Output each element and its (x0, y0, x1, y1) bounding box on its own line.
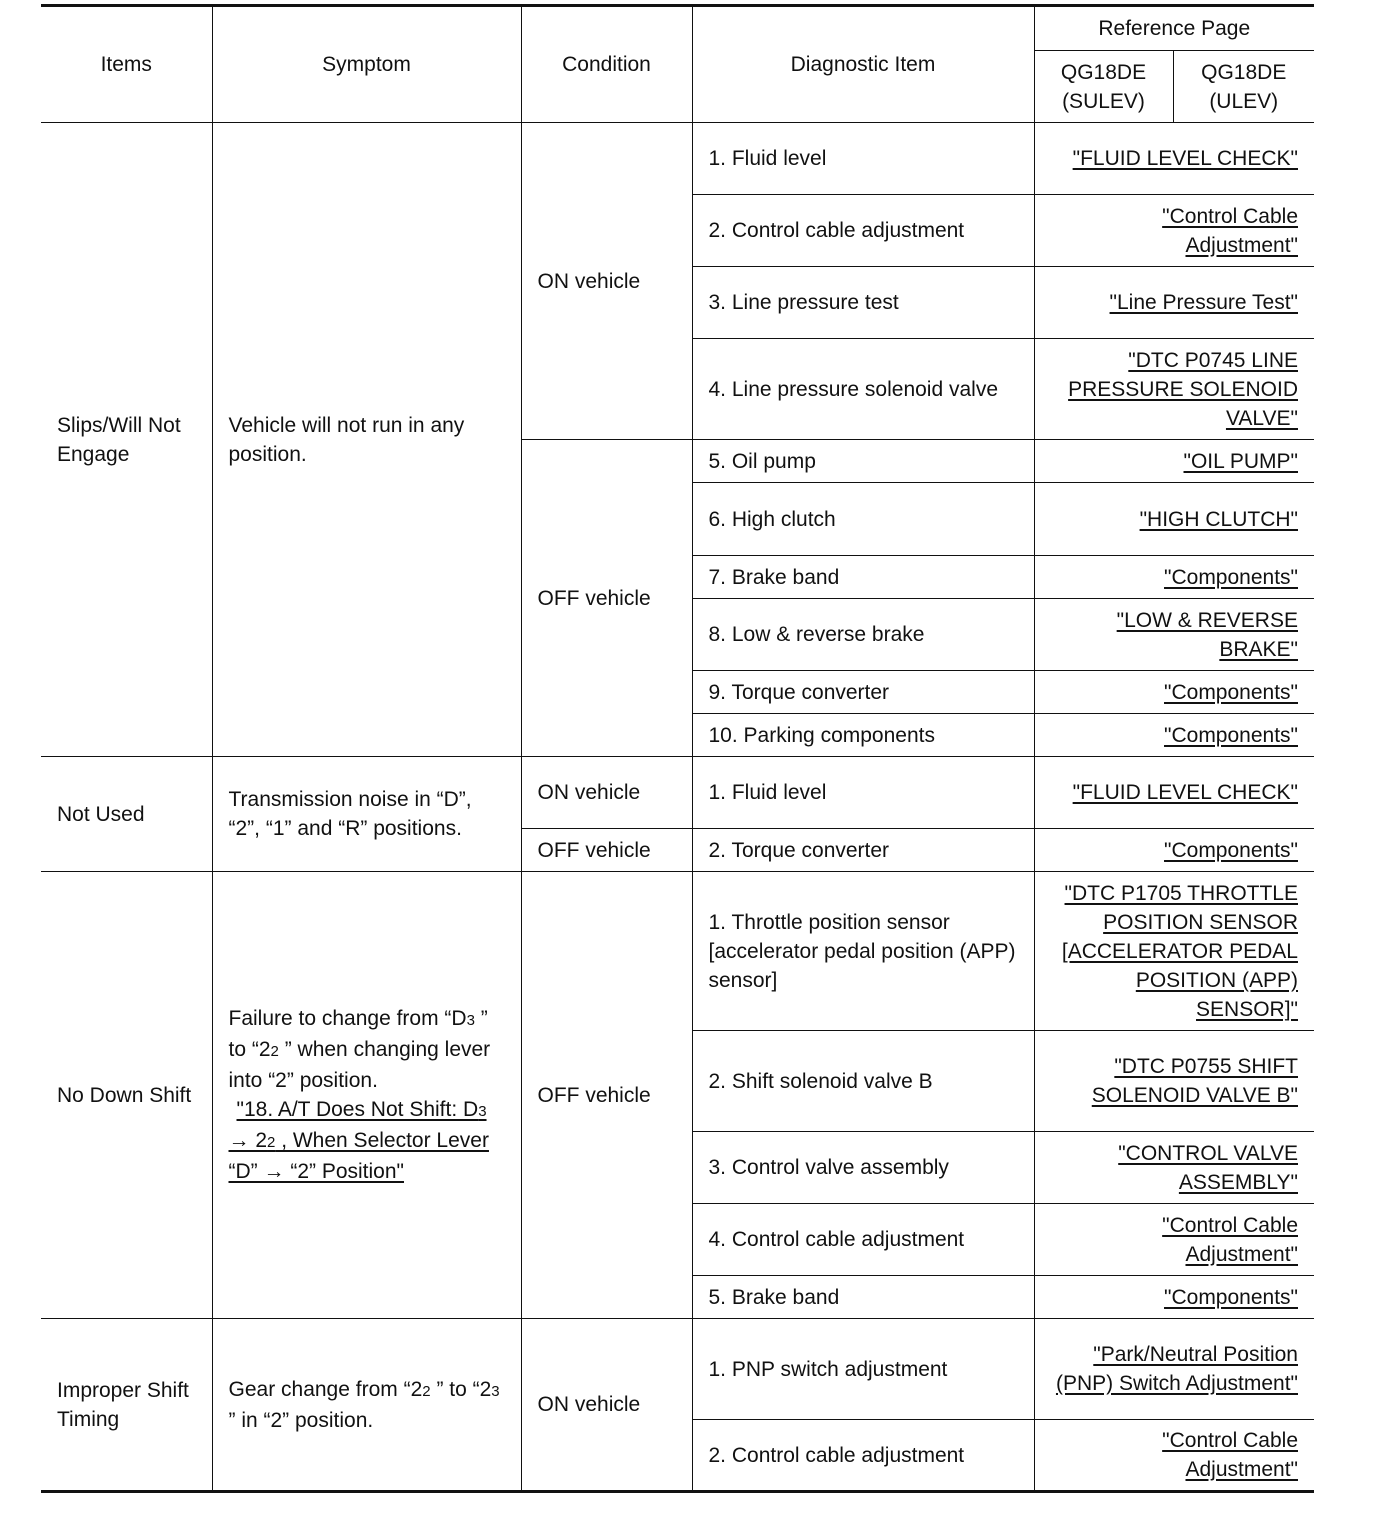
header-condition: Condition (521, 6, 692, 123)
item-cell: No Down Shift (41, 872, 212, 1319)
header-symptom: Symptom (212, 6, 521, 123)
reference-link[interactable]: "Components" (1164, 1285, 1298, 1309)
diagnostic-item: 7. Brake band (692, 556, 1034, 599)
diagnosis-table (41, 4, 1314, 1493)
symptom-text: Failure to change from “D3 ” to “22 ” when changing lever into “2” position. (228, 1007, 491, 1092)
diagnostic-item: 6. High clutch (692, 483, 1034, 556)
symptom-cell: Vehicle will not run in any position. (212, 123, 521, 757)
diagnostic-item: 3. Line pressure test (692, 267, 1034, 339)
diagnostic-item: 5. Brake band (692, 1276, 1034, 1319)
header-reference-page: Reference Page (1034, 6, 1314, 51)
condition-cell: ON vehicle (521, 123, 692, 440)
reference-link[interactable]: "CONTROL VALVE ASSEMBLY" (1118, 1141, 1298, 1194)
diagnostic-item: 1. Fluid level (692, 757, 1034, 829)
reference-link[interactable]: "FLUID LEVEL CHECK" (1072, 781, 1298, 804)
table-row (41, 872, 1314, 1031)
reference-link[interactable]: "HIGH CLUTCH" (1139, 507, 1298, 531)
item-cell: Slips/Will Not Engage (41, 123, 212, 757)
reference-link[interactable]: "Control Cable Adjustment" (1162, 204, 1298, 257)
diagnostic-item: 4. Control cable adjustment (692, 1204, 1034, 1276)
reference-link[interactable]: "Line Pressure Test" (1109, 291, 1298, 314)
diagnostic-item: 1. Fluid level (692, 123, 1034, 195)
header-items: Items (41, 6, 212, 123)
diagnostic-item: 2. Control cable adjustment (692, 1420, 1034, 1492)
diagnostic-item: 3. Control valve assembly (692, 1132, 1034, 1204)
diagnostic-item: 1. Throttle position sensor [accelerator pedal position (APP) sensor] (692, 872, 1034, 1031)
reference-link[interactable]: "Components" (1164, 565, 1298, 589)
reference-link[interactable]: "DTC P0745 LINE PRESSURE SOLENOID VALVE" (1068, 348, 1298, 430)
reference-link[interactable]: "Components" (1164, 723, 1298, 747)
table-row (41, 757, 1314, 829)
symptom-cell (212, 872, 521, 1319)
reference-link[interactable]: "OIL PUMP" (1183, 449, 1298, 473)
reference-link[interactable]: "Control Cable Adjustment" (1162, 1213, 1298, 1266)
reference-link[interactable]: "FLUID LEVEL CHECK" (1072, 147, 1298, 170)
condition-cell: ON vehicle (521, 1319, 692, 1492)
diagnostic-item: 9. Torque converter (692, 671, 1034, 714)
diagnostic-item: 8. Low & reverse brake (692, 599, 1034, 671)
table-row (41, 123, 1314, 195)
condition-cell: OFF vehicle (521, 829, 692, 872)
reference-link[interactable]: "DTC P0755 SHIFT SOLENOID VALVE B" (1091, 1055, 1298, 1107)
reference-link[interactable]: "Components" (1164, 838, 1298, 862)
table-row (41, 1319, 1314, 1420)
condition-cell: ON vehicle (521, 757, 692, 829)
diagnostic-item: 5. Oil pump (692, 440, 1034, 483)
reference-link[interactable]: "DTC P1705 THROTTLE POSITION SENSOR [ACCELERATOR PEDAL POSITION (APP) SENSOR]" (1061, 881, 1298, 1021)
diagnostic-item: 2. Shift solenoid valve B (692, 1031, 1034, 1132)
diagnostic-item: 2. Torque converter (692, 829, 1034, 872)
reference-link[interactable]: "Control Cable Adjustment" (1162, 1429, 1298, 1481)
reference-link[interactable]: "Components" (1164, 680, 1298, 704)
reference-link[interactable]: "LOW & REVERSE BRAKE" (1116, 608, 1298, 661)
symptom-cell: Transmission noise in “D”, “2”, “1” and “R” positions. (212, 757, 521, 872)
header-engine-ulev: QG18DE (ULEV) (1173, 51, 1314, 123)
header-engine-sulev: QG18DE (SULEV) (1034, 51, 1173, 123)
reference-link[interactable]: "Park/Neutral Position (PNP) Switch Adjustment" (1055, 1343, 1298, 1395)
diagnostic-item: 4. Line pressure solenoid valve (692, 339, 1034, 440)
header-diagnostic-item: Diagnostic Item (692, 6, 1034, 123)
diagnostic-item: 2. Control cable adjustment (692, 195, 1034, 267)
symptom-reference-link[interactable]: "18. A/T Does Not Shift: D3 → 22 , When Selector Lever “D” → “2” Position" (228, 1098, 489, 1183)
diagnostic-item: 1. PNP switch adjustment (692, 1319, 1034, 1420)
condition-cell: OFF vehicle (521, 440, 692, 757)
symptom-cell: Gear change from “22 ” to “23 ” in “2” position. (212, 1319, 521, 1492)
diagnostic-item: 10. Parking components (692, 714, 1034, 757)
item-cell: Not Used (41, 757, 212, 872)
condition-cell: OFF vehicle (521, 872, 692, 1319)
item-cell: Improper Shift Timing (41, 1319, 212, 1492)
